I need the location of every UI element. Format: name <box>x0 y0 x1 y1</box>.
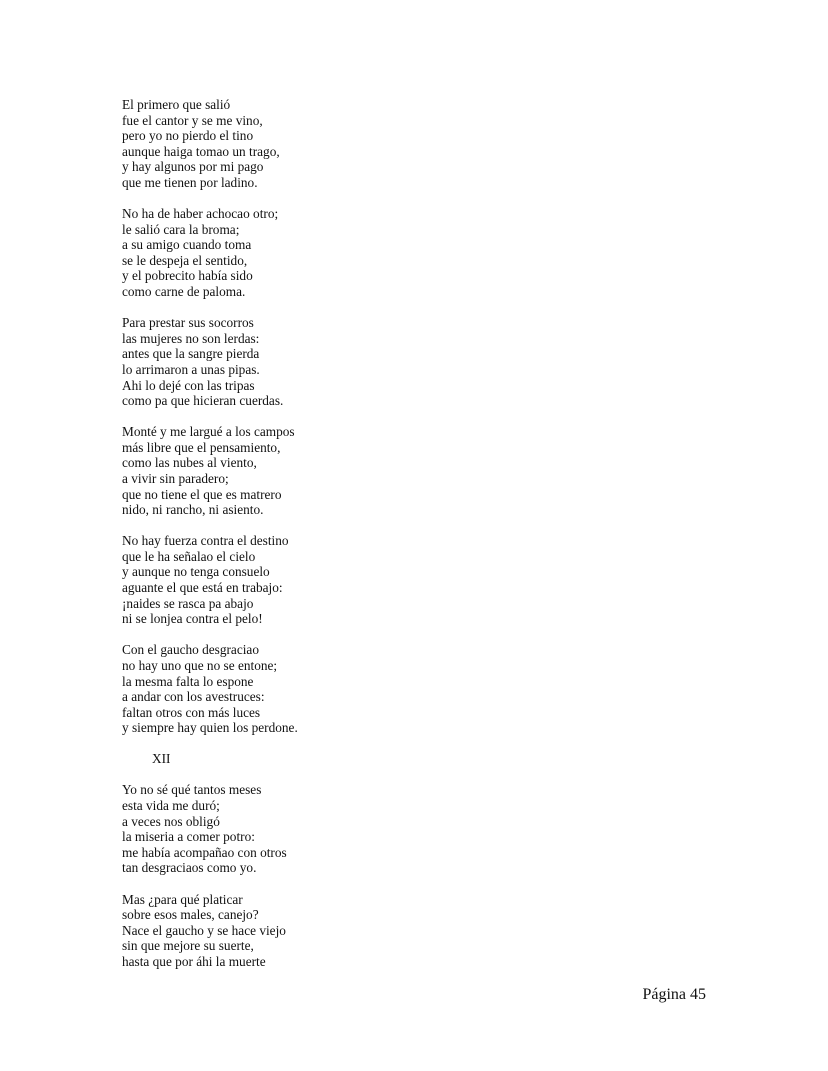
verse-line: que me tienen por ladino. <box>122 174 258 190</box>
verse-line: me había acompañao con otros <box>122 844 287 860</box>
verse-line: tan desgraciaos como yo. <box>122 860 257 876</box>
verse-line: a vivir sin paradero; <box>122 470 229 486</box>
verse-line: se le despeja el sentido, <box>122 252 248 268</box>
stanza-8 <box>122 892 542 970</box>
verse-line: y aunque no tenga consuelo <box>122 564 270 580</box>
verse-line: antes que la sangre pierda <box>122 346 260 362</box>
verse-line: más libre que el pensamiento, <box>122 439 281 455</box>
verse-line: Con el gaucho desgraciao <box>122 642 259 658</box>
stanza-5 <box>122 533 542 627</box>
verse-line: como pa que hicieran cuerdas. <box>122 393 284 409</box>
verse-line: pero yo no pierdo el tino <box>122 128 254 144</box>
verse-line: Mas ¿para qué platicar <box>122 891 243 907</box>
verse-line: Monté y me largué a los campos <box>122 424 295 440</box>
verse-line: esta vida me duró; <box>122 798 220 814</box>
verse-line: como carne de paloma. <box>122 284 246 300</box>
verse-line: y siempre hay quien los perdone. <box>122 720 298 736</box>
verse-line: faltan otros con más luces <box>122 704 261 720</box>
verse-line: y el pobrecito había sido <box>122 268 253 284</box>
verse-line: que no tiene el que es matrero <box>122 486 282 502</box>
verse-line: no hay uno que no se entone; <box>122 657 278 673</box>
verse-line: No hay fuerza contra el destino <box>122 533 289 549</box>
verse-line: la mesma falta lo espone <box>122 673 254 689</box>
stanza-6 <box>122 642 542 736</box>
verse-line: lo arrimaron a unas pipas. <box>122 361 260 377</box>
verse-line: y hay algunos por mi pago <box>122 159 264 175</box>
verse-line: a su amigo cuando toma <box>122 237 252 253</box>
verse-line: Yo no sé qué tantos meses <box>122 782 262 798</box>
verse-line: Ahi lo dejé con las tripas <box>122 377 255 393</box>
verse-line: las mujeres no son lerdas: <box>122 330 260 346</box>
verse-line: a veces nos obligó <box>122 813 220 829</box>
page-number: Página 45 <box>642 986 706 1003</box>
verse-line: nido, ni rancho, ni asiento. <box>122 502 264 518</box>
section-heading: XII <box>152 751 171 767</box>
verse-line: que le ha señalao el cielo <box>122 548 256 564</box>
verse-line: sobre esos males, canejo? <box>122 907 259 923</box>
verse-line: ¡naides se rasca pa abajo <box>122 595 254 611</box>
stanza-3 <box>122 315 542 409</box>
verse-line: El primero que salió <box>122 97 231 112</box>
stanza-1 <box>122 97 542 191</box>
verse-line: como las nubes al viento, <box>122 455 257 471</box>
verse-line: No ha de haber achocao otro; <box>122 206 279 222</box>
verse-line: sin que mejore su suerte, <box>122 938 254 954</box>
poem-body <box>122 97 542 985</box>
verse-line: aunque haiga tomao un trago, <box>122 143 280 159</box>
verse-line: aguante el que está en trabajo: <box>122 580 283 596</box>
verse-line: le salió cara la broma; <box>122 221 240 237</box>
verse-line: hasta que por áhi la muerte <box>122 953 266 969</box>
verse-line: la miseria a comer potro: <box>122 829 255 845</box>
verse-line: ni se lonjea contra el pelo! <box>122 611 263 627</box>
verse-line: Nace el gaucho y se hace viejo <box>122 922 286 938</box>
verse-line: fue el cantor y se me vino, <box>122 112 263 128</box>
stanza-4 <box>122 424 542 518</box>
stanza-7 <box>122 782 542 876</box>
verse-line: Para prestar sus socorros <box>122 315 254 331</box>
stanza-2 <box>122 206 542 300</box>
verse-line: a andar con los avestruces: <box>122 689 265 705</box>
